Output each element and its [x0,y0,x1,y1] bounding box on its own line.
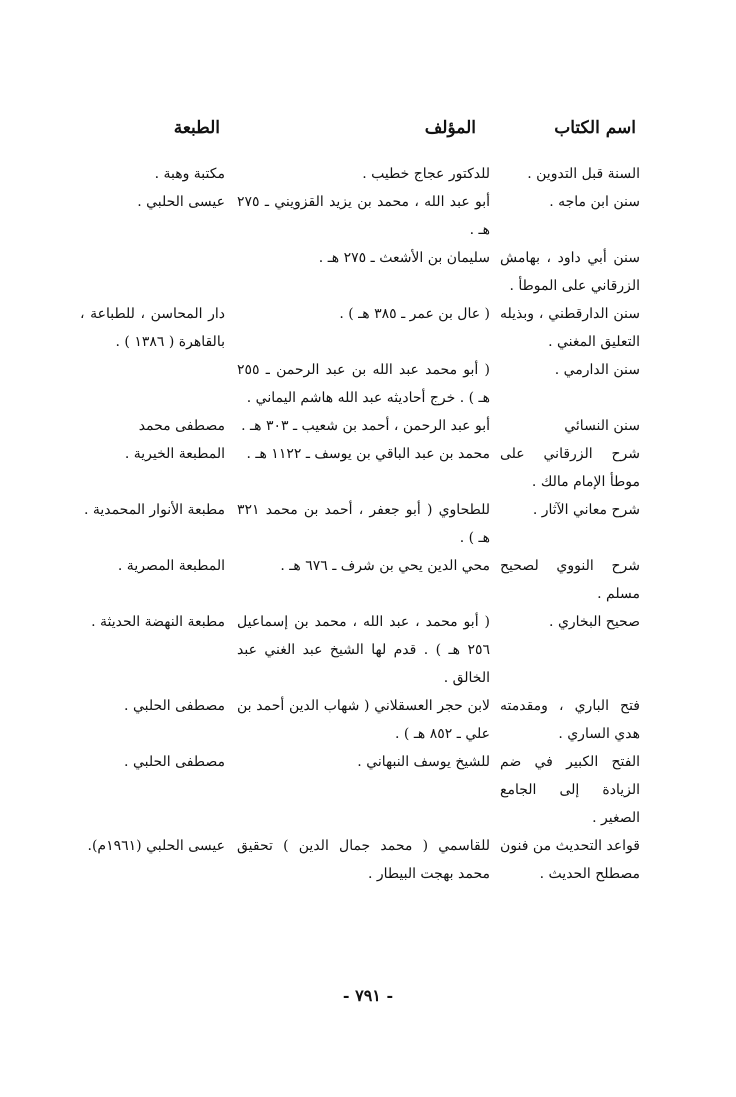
edition-cell: مطبعة الأنوار المحمدية . [83,502,225,518]
table-row [80,552,640,608]
table-row [80,608,640,692]
book-cell: صحيح البخاري . [549,614,640,630]
edition-cell: عيسى الحلبي (١٩٦١م). [87,838,225,854]
author-cell: للطحاوي ( أبو جعفر ، أحمد بن محمد ٣٢١ هـ ) . [237,502,490,546]
book-cell: سنن النسائي [564,418,640,434]
table-row [80,832,640,888]
author-cell: محمد بن عبد الباقي بن يوسف ـ ١١٢٢ هـ . [246,446,490,462]
table-row [80,244,640,300]
table-row [80,748,640,832]
table-row [80,188,640,244]
edition-cell: مصطفى الحلبي . [124,698,225,714]
table-row [80,160,640,188]
author-cell: أبو عبد الله ، محمد بن يزيد القزويني ـ ٢٧٥ هـ . [237,194,490,238]
page-number: - ٧٩١ - [342,986,394,1005]
edition-cell: مكتبة وهبة . [154,166,225,182]
edition-cell: المطبعة المصرية . [117,558,225,574]
book-cell: سنن أبي داود ، بهامش الزرقاني على الموطأ . [500,250,640,294]
edition-cell: مطبعة النهضة الحديثة . [91,614,225,630]
edition-cell: مصطفى محمد [138,418,225,434]
book-cell: شرح الزرقاني على موطأ الإمام مالك . [500,446,640,490]
author-cell: أبو عبد الرحمن ، أحمد بن شعيب ـ ٣٠٣ هـ . [241,418,490,434]
author-cell: للدكتور عجاج خطيب . [362,166,490,182]
author-cell: لابن حجر العسقلاني ( شهاب الدين أحمد بن علي ـ ٨٥٢ هـ ) . [237,698,490,742]
book-cell: الفتح الكبير في ضم الزيادة إلى الجامع الصغير . [500,754,640,826]
book-cell: شرح معاني الآثار . [532,502,640,518]
book-cell: فتح الباري ، ومقدمته هدي الساري . [500,698,640,742]
table-row [80,356,640,412]
edition-cell: دار المحاسن ، للطباعة ، بالقاهرة ( ١٣٨٦ ) . [80,306,225,350]
author-cell: سليمان بن الأشعث ـ ٢٧٥ هـ . [318,250,490,266]
table-row [80,300,640,356]
edition-cell: مصطفى الحلبي . [124,754,225,770]
book-cell: قواعد التحديث من فنون مصطلح الحديث . [500,838,640,882]
edition-cell: عيسى الحلبي . [137,194,225,210]
author-cell: للقاسمي ( محمد جمال الدين ) تحقيق محمد بهجت البيطار . [237,838,490,882]
header-author: المؤلف [424,118,476,138]
edition-cell: المطبعة الخيرية . [124,446,225,462]
bibliography-table [80,160,640,888]
table-row [80,692,640,748]
author-cell: محي الدين يحي بن شرف ـ ٦٧٦ هـ . [280,558,490,574]
author-cell: ( عال بن عمر ـ ٣٨٥ هـ ) . [339,306,490,322]
book-cell: سنن الدارقطني ، وبذيله التعليق المغني . [500,306,640,350]
book-cell: شرح النووي لصحيح مسلم . [500,558,640,602]
book-cell: سنن الدارمي . [554,362,640,378]
table-row [80,412,640,440]
author-cell: ( أبو محمد ، عبد الله ، محمد بن إسماعيل ٢٥٦ هـ ) . قدم لها الشيخ عبد الغني عبد الخالق . [237,614,490,686]
author-cell: ( أبو محمد عبد الله بن عبد الرحمن ـ ٢٥٥ هـ ) . خرج أحاديثه عبد الله هاشم اليماني . [237,362,490,406]
table-row [80,440,640,496]
book-cell: السنة قبل التدوين . [527,166,640,182]
header-edition: الطبعة [173,118,220,138]
table-row [80,496,640,552]
header-book-title: اسم الكتاب [554,118,636,138]
book-cell: سنن ابن ماجه . [549,194,640,210]
author-cell: للشيخ يوسف النبهاني . [357,754,490,770]
